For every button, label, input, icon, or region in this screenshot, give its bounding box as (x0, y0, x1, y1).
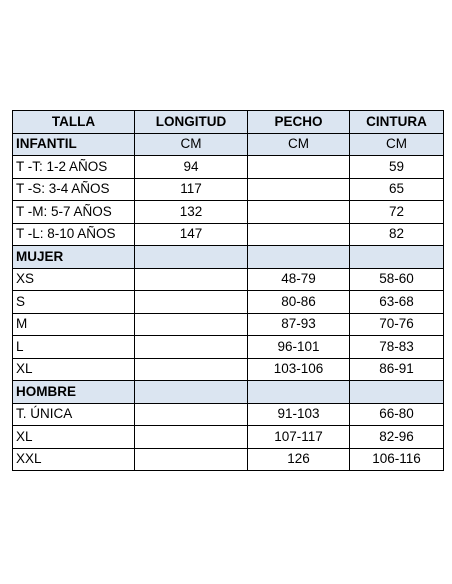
cintura-cell: 58-60 (350, 268, 444, 291)
size-label: XXL (13, 448, 135, 471)
pecho-cell: 80-86 (248, 291, 350, 314)
longitud-cell: 132 (135, 201, 248, 224)
table-row (13, 313, 444, 336)
pecho-cell (248, 201, 350, 224)
section-row-infantil (13, 133, 444, 156)
longitud-cell: 147 (135, 223, 248, 246)
cintura-cell: 106-116 (350, 448, 444, 471)
table-row (13, 448, 444, 471)
table-row (13, 426, 444, 449)
pecho-cell: 126 (248, 448, 350, 471)
cintura-cell: 63-68 (350, 291, 444, 314)
size-label: M (13, 313, 135, 336)
cintura-cell: 86-91 (350, 358, 444, 381)
unit-cell: CM (350, 133, 444, 156)
cintura-cell: 82 (350, 223, 444, 246)
size-label: L (13, 336, 135, 359)
size-label: T -M: 5-7 AÑOS (13, 201, 135, 224)
longitud-cell (135, 291, 248, 314)
size-label: XL (13, 426, 135, 449)
header-talla: TALLA (13, 111, 135, 134)
header-pecho: PECHO (248, 111, 350, 134)
size-label: T -S: 3-4 AÑOS (13, 178, 135, 201)
longitud-cell (135, 426, 248, 449)
longitud-cell (135, 448, 248, 471)
size-label: XS (13, 268, 135, 291)
pecho-cell (248, 223, 350, 246)
header-row (13, 111, 444, 134)
pecho-cell: 96-101 (248, 336, 350, 359)
unit-cell (350, 246, 444, 269)
pecho-cell: 48-79 (248, 268, 350, 291)
pecho-cell: 107-117 (248, 426, 350, 449)
table-row (13, 201, 444, 224)
longitud-cell (135, 403, 248, 426)
pecho-cell (248, 178, 350, 201)
size-label: T. ÚNICA (13, 403, 135, 426)
cintura-cell: 78-83 (350, 336, 444, 359)
size-label: XL (13, 358, 135, 381)
section-label: MUJER (13, 246, 135, 269)
cintura-cell: 82-96 (350, 426, 444, 449)
cintura-cell: 70-76 (350, 313, 444, 336)
pecho-cell: 91-103 (248, 403, 350, 426)
unit-cell: CM (248, 133, 350, 156)
longitud-cell (135, 336, 248, 359)
table-row (13, 268, 444, 291)
unit-cell (248, 246, 350, 269)
size-label: T -L: 8-10 AÑOS (13, 223, 135, 246)
unit-cell (135, 246, 248, 269)
longitud-cell (135, 358, 248, 381)
unit-cell: CM (135, 133, 248, 156)
longitud-cell: 94 (135, 156, 248, 179)
cintura-cell: 65 (350, 178, 444, 201)
longitud-cell: 117 (135, 178, 248, 201)
table-row (13, 156, 444, 179)
cintura-cell: 66-80 (350, 403, 444, 426)
size-label: T -T: 1-2 AÑOS (13, 156, 135, 179)
size-label: S (13, 291, 135, 314)
longitud-cell (135, 313, 248, 336)
table-row (13, 336, 444, 359)
cintura-cell: 59 (350, 156, 444, 179)
size-chart-body (13, 111, 444, 471)
table-row (13, 358, 444, 381)
cintura-cell: 72 (350, 201, 444, 224)
section-row-mujer (13, 246, 444, 269)
table-row (13, 223, 444, 246)
section-label: HOMBRE (13, 381, 135, 404)
header-cintura: CINTURA (350, 111, 444, 134)
longitud-cell (135, 268, 248, 291)
pecho-cell: 87-93 (248, 313, 350, 336)
table-row (13, 403, 444, 426)
size-chart-table (12, 110, 444, 471)
section-row-hombre (13, 381, 444, 404)
pecho-cell: 103-106 (248, 358, 350, 381)
pecho-cell (248, 156, 350, 179)
table-row (13, 178, 444, 201)
unit-cell (350, 381, 444, 404)
table-row (13, 291, 444, 314)
unit-cell (248, 381, 350, 404)
unit-cell (135, 381, 248, 404)
section-label: INFANTIL (13, 133, 135, 156)
header-longitud: LONGITUD (135, 111, 248, 134)
